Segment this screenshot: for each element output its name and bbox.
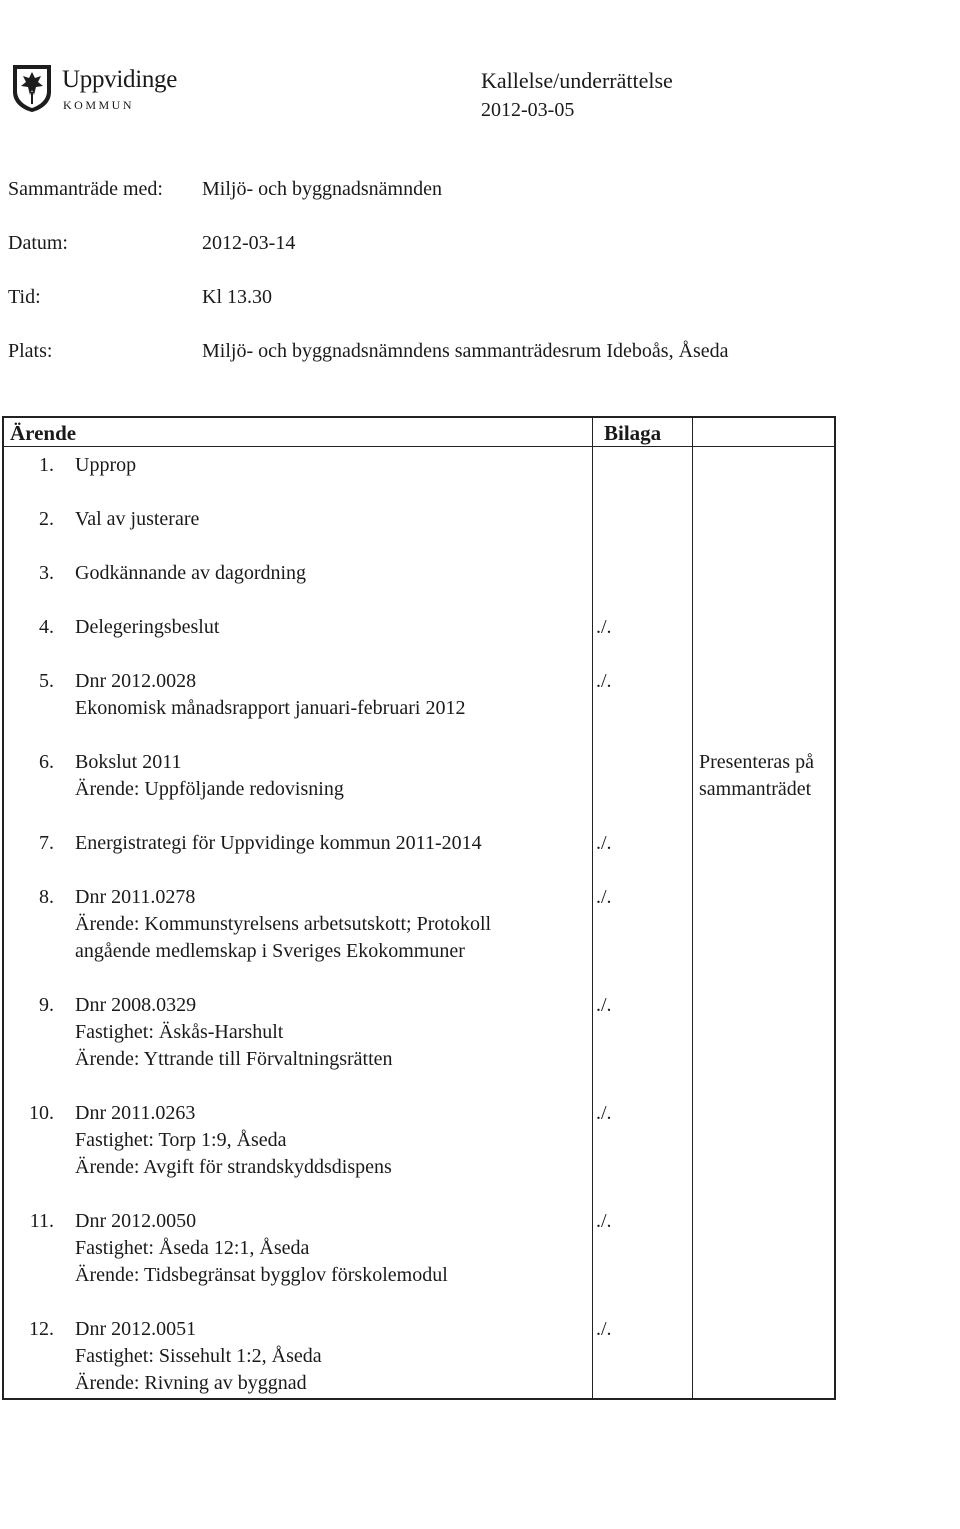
column-header-bilaga: Bilaga [604, 421, 662, 445]
item-text: Dnr 2008.0329 Fastighet: Äskås-Harshult Ärende: Yttrande till Förvaltningsrätten [75, 994, 393, 1070]
org-subtitle: KOMMUN [63, 98, 135, 112]
item-number: 10. [29, 1102, 54, 1124]
attachment-mark: ./. [596, 616, 612, 638]
meeting-value: Kl 13.30 [202, 286, 272, 308]
item-note: Presenteras på sammanträdet [699, 751, 814, 800]
item-number: 6. [39, 751, 54, 773]
item-text: Bokslut 2011 Ärende: Uppföljande redovisning [75, 751, 344, 800]
item-text: Dnr 2012.0050 Fastighet: Åseda 12:1, Åseda Ärende: Tidsbegränsat bygglov förskolemodul [75, 1210, 448, 1286]
item-number: 2. [39, 508, 54, 530]
attachment-mark: ./. [596, 670, 612, 692]
column-divider [692, 418, 693, 1398]
agenda-table [2, 416, 836, 1400]
item-text: Dnr 2012.0051 Fastighet: Sissehult 1:2, Åseda Ärende: Rivning av byggnad [75, 1318, 322, 1394]
meeting-label: Plats: [8, 340, 53, 362]
meeting-value: Miljö- och byggnadsnämnden [202, 178, 442, 200]
attachment-mark: ./. [596, 832, 612, 854]
attachment-mark: ./. [596, 1210, 612, 1232]
item-text: Delegeringsbeslut [75, 616, 220, 638]
item-number: 11. [29, 1210, 54, 1232]
item-number: 5. [39, 670, 54, 692]
document-title: Kallelse/underrättelse [481, 68, 673, 93]
column-divider [592, 418, 593, 1398]
column-header-arende: Ärende [10, 421, 77, 445]
item-number: 8. [39, 886, 54, 908]
item-number: 12. [29, 1318, 54, 1340]
attachment-mark: ./. [596, 886, 612, 908]
meeting-label: Sammanträde med: [8, 178, 163, 200]
attachment-mark: ./. [596, 1318, 612, 1340]
item-text: Upprop [75, 454, 137, 476]
item-number: 1. [39, 454, 54, 476]
item-number: 4. [39, 616, 54, 638]
item-text: Dnr 2012.0028 Ekonomisk månadsrapport januari-februari 2012 [75, 670, 466, 719]
meeting-value: Miljö- och byggnadsnämndens sammanträdesrum Ideboås, Åseda [202, 340, 729, 362]
org-name: Uppvidinge [62, 66, 178, 93]
item-text: Godkännande av dagordning [75, 562, 307, 584]
item-text: Energistrategi för Uppvidinge kommun 2011-2014 [75, 832, 482, 854]
meeting-label: Tid: [8, 286, 41, 308]
municipality-coat-of-arms-icon [10, 62, 54, 114]
item-number: 3. [39, 562, 54, 584]
item-text: Dnr 2011.0278 Ärende: Kommunstyrelsens arbetsutskott; Protokoll angående medlemskap i Sveriges Ekokommuner [75, 886, 492, 962]
attachment-mark: ./. [596, 1102, 612, 1124]
item-text: Val av justerare [75, 508, 200, 530]
item-text: Dnr 2011.0263 Fastighet: Torp 1:9, Åseda Ärende: Avgift för strandskyddsdispens [75, 1102, 392, 1178]
meeting-label: Datum: [8, 232, 68, 254]
item-number: 7. [39, 832, 54, 854]
item-number: 9. [39, 994, 54, 1016]
attachment-mark: ./. [596, 994, 612, 1016]
meeting-value: 2012-03-14 [202, 232, 296, 254]
header-divider [4, 446, 834, 447]
document-date: 2012-03-05 [481, 99, 575, 121]
